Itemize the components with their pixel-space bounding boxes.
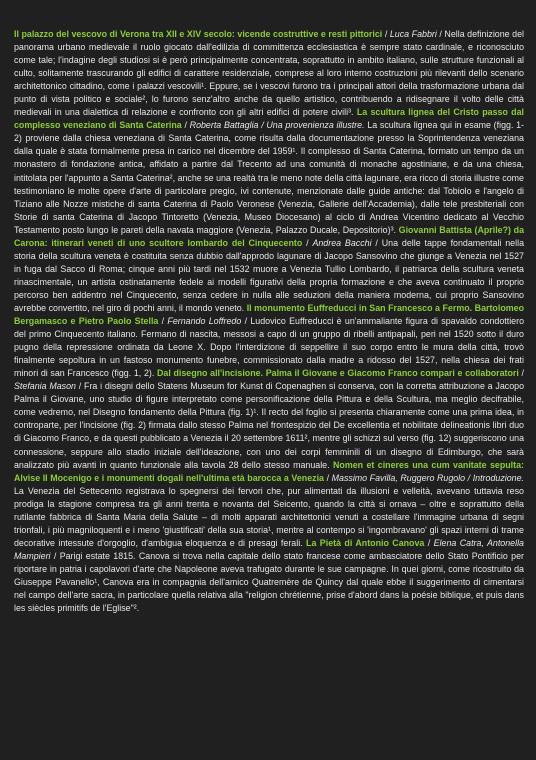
entry-authors: Roberta Battaglia / Una provenienza illustre. [189,120,365,131]
entry-authors: Andrea Bacchi [312,237,372,248]
entry-title: La Pietà di Antonio Canova [306,537,425,548]
entry-body: La scultura lignea qui in esame (figg. 1-2) proviene dalla chiesa veneziana di Santa Caterina, come risulta dalla documentazione presso la Soprintendenza veneziana dalla quale è stata formalmente presa in carico nel dicembre del 1959¹. Il complesso di Santa Caterina, formato un tempo da un monastero di fondazione antica, affidato a partire dal Trecento ad una comunità di monache agostiniane, e da una chiesa, intitolata per l'appunto a Santa Caterina², anche se una realtà tra le meno note della città lagunare, era ricco di storia illustre come testimoniano le molte opere d'arte di particolare pregio, ivi contenute, menzionate dalle guide antiche: dal Tobiolo e l'angelo di Tiziano alle Nozze mistiche di santa Caterina di Paolo Veronese (Venezia, Gallerie dell'Accademia), dalle tele presbiteriali con Storie di santa Caterina di Jacopo Tintoretto (Venezia, Museo Diocesano) al ciclo di Andrea Vicentino dedicato al Vecchio Testamento posto lungo le pareti della navata maggiore (Venezia, Palazzo Ducale, Depositorio)³. [14,120,525,235]
entry-body: Parigi estate 1815. Canova si trova nella capitale dello stato francese come ambasciatore dello Stato Pontificio per riportare in patria i capolavori d'arte che Napoleone aveva trafugato durante le sue campagne. In quei giorni, come ricostruito da Giuseppe Pavanello¹, Canova era in compagnia dell'amico Quatremère de Quincy dal quale ebbe il suggerimento di cimentarsi nel campo dell'arte sacra, in particolare quella relativa alla "religion chrétienne, prise d'abord dans la poésie biblique, et puis dans les siècles primitifs de l'Eglise"². [14,550,524,614]
entry-3: Giovanni Battista (Aprile?) da Carona: itinerari veneti di uno scultore lombardo del Cinquecento / Andrea Bacchi / Una delle tappe fondamentali nella storia della scultura veneta è costituita senza dubbio dall'approdo lagunare di Jacopo Sansovino che giunge a Venezia nel 1527 in fuga dal Sacco di Roma; cinque anni più tardi nel 1532 muore a Venezia Tullio Lombardo, il patriarca della scultura veneta rinascimentale, un artista ostinatamente fedele ai modelli figurativi della propria formazione e che aveva continuato il proprio percorso ben addentro nel Cinquecento, senza cedere in nulla alle seduzioni della maniera moderna, cui proprio Sansovino avrebbe convertito, nel giro di pochi anni, il mondo veneto. [14,224,525,313]
entry-4: Il monumento Euffreducci in San Francesco a Fermo. Bartolomeo Bergamasco e Pietro Paolo Stella / Fernando Loffredo / Ludovico Euffreducci è un'ammaliante figura di spavaldo condottiero del primo Cinquecento italiano. Fermano di nascita, messosi a capo di un gruppo di ribelli antipapali, peri nel 1520 sotto il duro pugno della repressione ordinata da Leone X. Dopo l'interdizione di seppellire il suo corpo entro le mura della città, trovò finalmente sepoltura in un fastoso monumento funebre, commissionato dalla madre a ridosso del 1527, nella chiesa dei frati minori di san Francesco (figg. 1, 2). [14,302,525,379]
entry-authors: Massimo Favilla, Ruggero Rugolo / Introduzione. [331,472,525,483]
entry-body: Ludovico Euffreducci è un'ammaliante figura di spavaldo condottiero del primo Cinquecento italiano. Fermano di nascita, messosi a capo di un gruppo di ribelli antipapali, peri nel 1520 sotto il duro pugno della repressione ordinata da Leone X. Dopo l'interdizione di seppellire il suo corpo entro le mura della città, trovò finalmente sepoltura in un fastoso monumento funebre, commissionato dalla madre a ridosso del 1527, nella chiesa dei frati minori di san Francesco (figg. 1, 2). [14,316,525,379]
entry-7: La Pietà di Antonio Canova / Elena Catra, Antonella Mampieri / Parigi estate 1815. Canova si trova nella capitale dello stato francese come ambasciatore dello Stato Pontificio per riportare in patria i capolavori d'arte che Napoleone aveva trafugato durante le sue campagne. In quei giorni, come ricostruito da Giuseppe Pavanello¹, Canova era in compagnia dell'amico Quatremère de Quincy dal quale ebbe il suggerimento di cimentarsi nel campo dell'arte sacra, in particolare quella relativa alla "religion chrétienne, prise d'abord dans la poésie biblique, et puis dans les siècles primitifs de l'Eglise"². [14,537,524,614]
entry-authors: Elena Catra, Antonella Mampieri [14,537,524,561]
entry-5: Dal disegno all'incisione. Palma il Giovane e Giacomo Franco compari e collaboratori / Stefania Mason / Fra i disegni dello Statens Museum for Kunst di Copenaghen si conserva, con la corretta attribuzione a Jacopo Palma il Giovane, uno studio di figure interpretato come personificazione della Pittura e della Scultura, ma meglio decifrabile, come vedremo, nel Disegno fondamento della Pittura (fig. 1)¹. Il recto del foglio si presenta chiaramente come una prima idea, in controparte, per l'incisione (fig. 2) firmata dallo stesso Palma nel frontespizio del De excellentia et nobilitate delineationis libri duo di Giacomo Franco, e da questi pubblicato a Venezia il 20 settembre 1611², mentre gli schizzi sul verso (fig. 12) suggeriscono una connessione, seppure allo stadio iniziale dell'ideazione, con uno dei corpi femminili di un disegno di Edimburgo, che sarà analizzato più avanti in quanto funzionale alla tavola 28 dello stesso manuale. [14,368,525,470]
entry-title: Il monumento Euffreducci in San Francesco a Fermo. Bartolomeo Bergamasco e Pietro Paolo Stella [14,302,524,327]
entry-body: Nella definizione del panorama urbano medievale il ruolo giocato dall'edilizia di committenza ecclesiastica è sempre stato cardinale, e riconosciuto come tale; l'indagine degli studiosi si è però principalmente concentrata, soprattutto in ambito italiano, sulle strutture funzionali al culto, solitamente trascurando gli edifici di carattere residenziale, comprese al loro interno costruzioni più rilevanti dello scenario architettonico cittadino, come i palazzi vescovili¹. Eppure, se i vescovi furono tra i principali attori della trasformazione urbana dal punto di vista politico e sociale², lo furono senz'altro anche da quello artistico, contribuendo a ridisegnare il volto delle città medievali in una dialettica di relazione e confronto con gli altri edifici di potere civili³. [14,29,525,118]
entry-6: Nomen et cineres una cum vanitate sepulta: Alvise II Mocenigo e i monumenti dogali nell'ultima età barocca a Venezia / Massimo Favilla, Ruggero Rugolo / Introduzione. La Venezia del Settecento registrava lo spegnersi dei fervori che, pur alimentati da illusioni e velleità, avevano tuttavia reso prodiga la stagione compresa tra gli anni trenta e novanta del Seicento, quando la città si ornava – oltre e soprattutto della rutilante fabbrica di Santa Maria della Salute – di molti apparati architettonici venuti a costellare l'immagine urbana di segni trionfali, i più magniloquenti e i meno 'giustificati' della sua storia¹, mentre al contempo si 'ingombravano' gli spazi interni di trame decorative intessute d'orgoglio, d'ambigua eloquenza e di presagi ferali. [14,459,525,548]
entry-body: Fra i disegni dello Statens Museum for Kunst di Copenaghen si conserva, con la corretta attribuzione a Jacopo Palma il Giovane, uno studio di figure interpretato come personificazione della Pittura e della Scultura, ma meglio decifrabile, come vedremo, nel Disegno fondamento della Pittura (fig. 1)¹. Il recto del foglio si presenta chiaramente come una prima idea, in controparte, per l'incisione (fig. 2) firmata dallo stesso Palma nel frontespizio del De excellentia et nobilitate delineationis libri duo di Giacomo Franco, e da questi pubblicato a Venezia il 20 settembre 1611², mentre gli schizzi sul verso (fig. 12) suggeriscono una connessione, seppure allo stadio iniziale dell'ideazione, con uno dei corpi femminili di un disegno di Edimburgo, che sarà analizzato più avanti in quanto funzionale alla tavola 28 dello stesso manuale. [14,381,525,470]
entry-2: La scultura lignea del Cristo passo dal complesso veneziano di Santa Caterina / Roberta Battaglia / Una provenienza illustre. La scultura lignea qui in esame (figg. 1-2) proviene dalla chiesa veneziana di Santa Caterina, come risulta dalla documentazione presso la Soprintendenza veneziana dalla quale è stata formalmente presa in carico nel dicembre del 1959¹. Il complesso di Santa Caterina, formato un tempo da un monastero di fondazione antica, affidato a partire dal Trecento ad una comunità di monache agostiniane, e da una chiesa, intitolata per l'appunto a Santa Caterina², anche se una realtà tra le meno note della città lagunare, era ricco di storia illustre come testimoniano le molte opere d'arte di particolare pregio, ivi contenute, menzionate dalle guide antiche: dal Tobiolo e l'angelo di Tiziano alle Nozze mistiche di santa Caterina di Paolo Veronese (Venezia, Gallerie dell'Accademia), dalle tele presbiteriali con Storie di santa Caterina di Jacopo Tintoretto (Venezia, Museo Diocesano) al ciclo di Andrea Vicentino dedicato al Vecchio Testamento posto lungo le pareti della navata maggiore (Venezia, Palazzo Ducale, Depositorio)³. [14,107,525,235]
entry-title: Giovanni Battista (Aprile?) da Carona: itinerari veneti di uno scultore lombardo del Cinquecento [14,224,525,248]
entry-title: Dal disegno all'incisione. Palma il Giovane e Giacomo Franco compari e collaboratori [156,368,519,379]
entry-authors: Stefania Mason [14,381,76,392]
entry-1: Il palazzo del vescovo di Verona tra XII e XIV secolo: vicende costruttive e resti pittorici / Luca Fabbri / Nella definizione del panorama urbano medievale il ruolo giocato dall'edilizia di committenza ecclesiastica è sempre stato cardinale, e riconosciuto come tale; l'indagine degli studiosi si è però principalmente concentrata, soprattutto in ambito italiano, sulle strutture funzionali al culto, solitamente trascurando gli edifici di carattere residenziale, comprese al loro interno costruzioni più rilevanti dello scenario architettonico cittadino, come i palazzi vescovili¹. Eppure, se i vescovi furono tra i principali attori della trasformazione urbana dal punto di vista politico e sociale², lo furono senz'altro anche da quello artistico, contribuendo a ridisegnare il volto delle città medievali in una dialettica di relazione e confronto con gli altri edifici di potere civili³. [14,29,525,118]
entry-body: Una delle tappe fondamentali nella storia della scultura veneta è costituita senza dubbio dall'approdo lagunare di Jacopo Sansovino che giunge a Venezia nel 1527 in fuga dal Sacco di Roma; cinque anni più tardi nel 1532 muore a Venezia Tullio Lombardo, il patriarca della scultura veneta rinascimentale, un artista ostinatamente fedele ai modelli figurativi della propria formazione e che aveva continuato il proprio percorso ben addentro nel Cinquecento, senza cedere in nulla alle seduzioni della maniera moderna, cui proprio Sansovino avrebbe convertito, nel giro di pochi anni, il mondo veneto. [14,237,524,313]
abstracts-column [14,28,524,615]
entry-title: La scultura lignea del Cristo passo dal complesso veneziano di Santa Caterina [14,107,525,131]
entry-title: Nomen et cineres una cum vanitate sepulta: Alvise II Mocenigo e i monumenti dogali nell'ultima età barocca a Venezia [14,459,524,483]
entry-authors: Fernando Loffredo [167,316,242,327]
entry-body: La Venezia del Settecento registrava lo spegnersi dei fervori che, pur alimentati da illusioni e velleità, avevano tuttavia reso prodiga la stagione compresa tra gli anni trenta e novanta del Seicento, quando la città si ornava – oltre e soprattutto della rutilante fabbrica di Santa Maria della Salute – di molti apparati architettonici venuti a costellare l'immagine urbana di segni trionfali, i più magniloquenti e i meno 'giustificati' della sua storia¹, mentre al contempo si 'ingombravano' gli spazi interni di trame decorative intessute d'orgoglio, d'ambigua eloquenza e di presagi ferali. [14,485,524,548]
entry-title: Il palazzo del vescovo di Verona tra XII e XIV secolo: vicende costruttive e resti pittorici [14,29,383,39]
entry-authors: Luca Fabbri [389,29,437,39]
